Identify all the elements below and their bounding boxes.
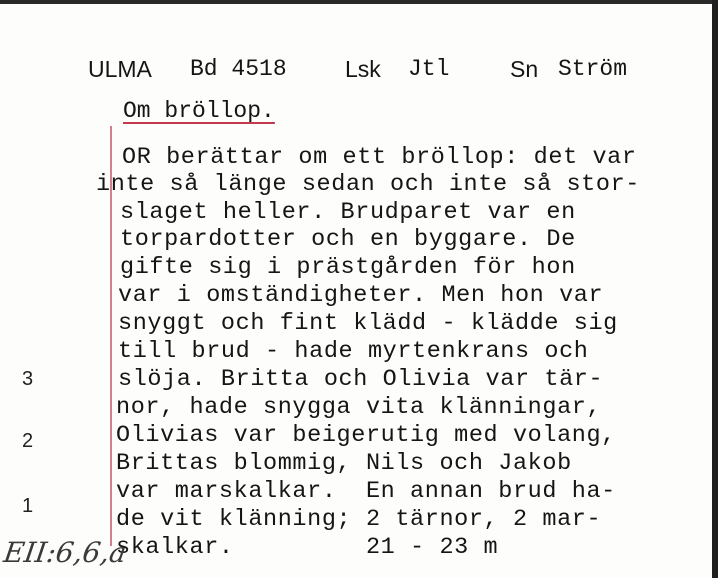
- margin-number: 3: [22, 368, 34, 390]
- text-line: OR berättar om ett bröllop: det var: [122, 144, 637, 171]
- text-line: till brud - hade myrtenkrans och: [118, 338, 589, 365]
- text-line: snyggt och fint klädd - klädde sig: [118, 310, 618, 337]
- record-title: Om bröllop.: [123, 98, 275, 124]
- text-line: torpardotter och en byggare. De: [120, 226, 576, 253]
- text-line: Brittas blommig, Nils och Jakob: [116, 450, 572, 477]
- text-line: var i omständigheter. Men hon var: [118, 282, 604, 309]
- text-line: skalkar. 21 - 23 m: [116, 534, 499, 561]
- handwritten-note: EII:6,6,a: [1, 536, 129, 569]
- text-line: nor, hade snygga vita klänningar,: [116, 394, 602, 421]
- district-label: Lsk: [345, 56, 381, 82]
- card-right-edge: [712, 0, 718, 578]
- parish-label: Sn: [510, 56, 539, 82]
- text-line: gifte sig i prästgården för hon: [120, 254, 576, 281]
- text-line: de vit klänning; 2 tärnor, 2 mar-: [116, 506, 602, 533]
- text-line: slaget heller. Brudparet var en: [120, 199, 576, 226]
- district-value: Jtl: [408, 56, 450, 82]
- margin-number: 2: [22, 430, 34, 452]
- text-line: Olivias var beigerutig med volang,: [116, 422, 616, 449]
- card-top-edge: [0, 0, 718, 4]
- margin-number: 1: [22, 495, 34, 517]
- parish-value: Ström: [558, 56, 628, 82]
- text-line: slöja. Britta och Olivia var tär-: [118, 366, 604, 393]
- text-line: inte så länge sedan och inte så stor-: [96, 171, 640, 198]
- record-number: Bd 4518: [190, 56, 287, 82]
- archive-code: ULMA: [88, 56, 152, 82]
- text-line: var marskalkar. En annan brud ha-: [116, 478, 616, 505]
